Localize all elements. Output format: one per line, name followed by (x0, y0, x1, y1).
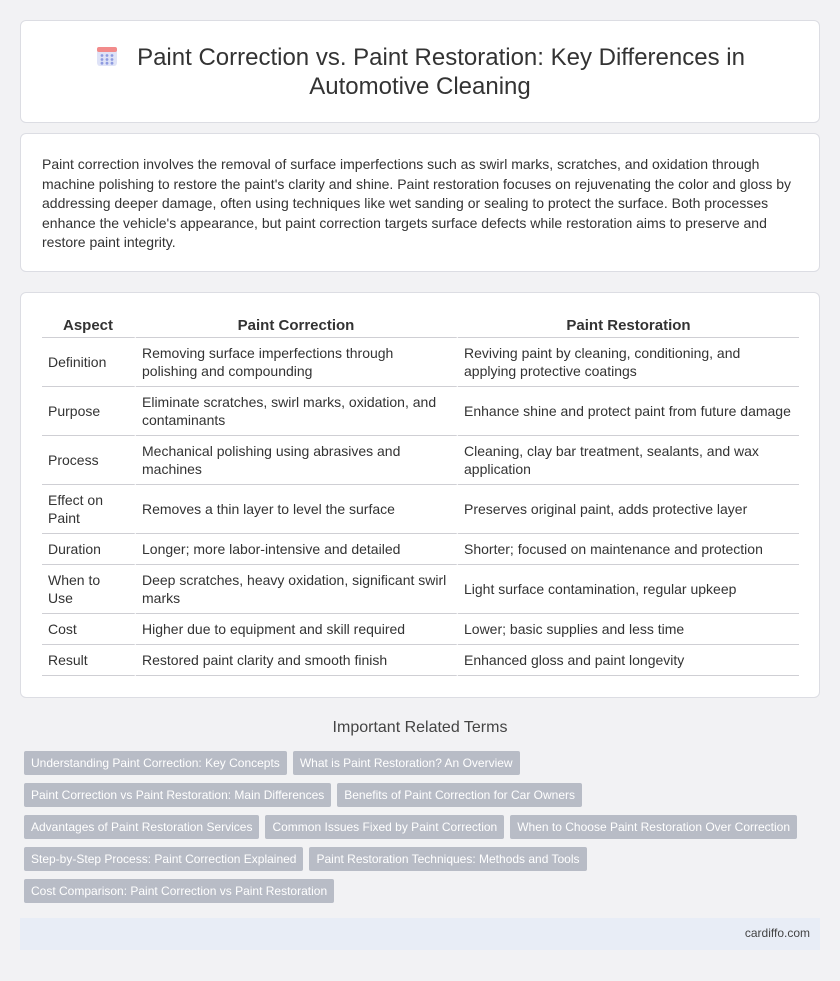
cell-restoration: Light surface contamination, regular upkeep (458, 565, 799, 614)
cell-restoration: Enhanced gloss and paint longevity (458, 645, 799, 676)
related-term-tag[interactable]: Step-by-Step Process: Paint Correction Explained (24, 847, 303, 871)
related-term-tag[interactable]: Understanding Paint Correction: Key Concepts (24, 751, 287, 775)
tag-row (24, 879, 814, 911)
title-line-1: Paint Correction vs. Paint Restoration: Key Differences in (137, 44, 745, 71)
table-header-row (42, 314, 799, 338)
cell-aspect: When to Use (42, 565, 136, 614)
tag-row (24, 815, 814, 847)
tag-row (24, 783, 814, 815)
page-title (21, 43, 819, 101)
table-row (42, 387, 799, 436)
table-row (42, 565, 799, 614)
tag-row (24, 847, 814, 879)
cell-correction: Removes a thin layer to level the surface (136, 485, 458, 534)
related-term-tag[interactable]: When to Choose Paint Restoration Over Correction (510, 815, 797, 839)
footer (20, 918, 820, 950)
cell-correction: Mechanical polishing using abrasives and machines (136, 436, 458, 485)
cell-correction: Longer; more labor-intensive and detailed (136, 534, 458, 565)
cell-correction: Removing surface imperfections through polishing and compounding (136, 338, 458, 387)
cell-restoration: Enhance shine and protect paint from future damage (458, 387, 799, 436)
footer-site-link[interactable]: cardiffo.com (744, 926, 810, 940)
related-term-tag[interactable]: Common Issues Fixed by Paint Correction (265, 815, 504, 839)
cell-aspect: Purpose (42, 387, 136, 436)
cell-restoration: Preserves original paint, adds protective layer (458, 485, 799, 534)
cell-aspect: Cost (42, 614, 136, 645)
header-paint-correction: Paint Correction (136, 314, 458, 338)
intro-paragraph: Paint correction involves the removal of surface imperfections such as swirl marks, scratches, and oxidation through machine polishing to restore the paint's clarity and shine. Paint restoration focuses on rejuvenating the color and gloss by addressing deeper damage, often using techniques like wet sanding or sealing to protect the surface. Both processes enhance the vehicle's appearance, but paint correction targets surface defects while restoration aims to preserve and restore paint integrity. (42, 156, 791, 251)
table-row (42, 436, 799, 485)
related-term-tag[interactable]: Paint Restoration Techniques: Methods and Tools (309, 847, 586, 871)
intro-card (20, 133, 820, 272)
related-term-tag[interactable]: Advantages of Paint Restoration Services (24, 815, 259, 839)
related-term-tag[interactable]: Cost Comparison: Paint Correction vs Paint Restoration (24, 879, 334, 903)
cell-correction: Higher due to equipment and skill required (136, 614, 458, 645)
cell-restoration: Cleaning, clay bar treatment, sealants, and wax application (458, 436, 799, 485)
cell-correction: Eliminate scratches, swirl marks, oxidation, and contaminants (136, 387, 458, 436)
cell-aspect: Result (42, 645, 136, 676)
cell-aspect: Process (42, 436, 136, 485)
related-term-tag[interactable]: What is Paint Restoration? An Overview (293, 751, 520, 775)
table-row (42, 614, 799, 645)
related-terms-list (24, 751, 814, 911)
comparison-card (20, 292, 820, 698)
cell-restoration: Shorter; focused on maintenance and protection (458, 534, 799, 565)
cell-correction: Deep scratches, heavy oxidation, significant swirl marks (136, 565, 458, 614)
cell-aspect: Duration (42, 534, 136, 565)
comparison-table (42, 314, 799, 676)
cell-aspect: Effect on Paint (42, 485, 136, 534)
cell-aspect: Definition (42, 338, 136, 387)
header-aspect: Aspect (42, 314, 136, 338)
related-terms-heading: Important Related Terms (332, 719, 508, 736)
cell-restoration: Reviving paint by cleaning, conditioning, and applying protective coatings (458, 338, 799, 387)
header-paint-restoration: Paint Restoration (458, 314, 799, 338)
related-term-tag[interactable]: Paint Correction vs Paint Restoration: Main Differences (24, 783, 331, 807)
cell-restoration: Lower; basic supplies and less time (458, 614, 799, 645)
table-row (42, 485, 799, 534)
title-line-2: Automotive Cleaning (309, 73, 531, 100)
table-row (42, 645, 799, 676)
calendar-grid-icon (95, 44, 119, 68)
title-card (20, 20, 820, 123)
tag-row (24, 751, 814, 783)
table-row (42, 338, 799, 387)
cell-correction: Restored paint clarity and smooth finish (136, 645, 458, 676)
related-term-tag[interactable]: Benefits of Paint Correction for Car Owners (337, 783, 582, 807)
table-row (42, 534, 799, 565)
